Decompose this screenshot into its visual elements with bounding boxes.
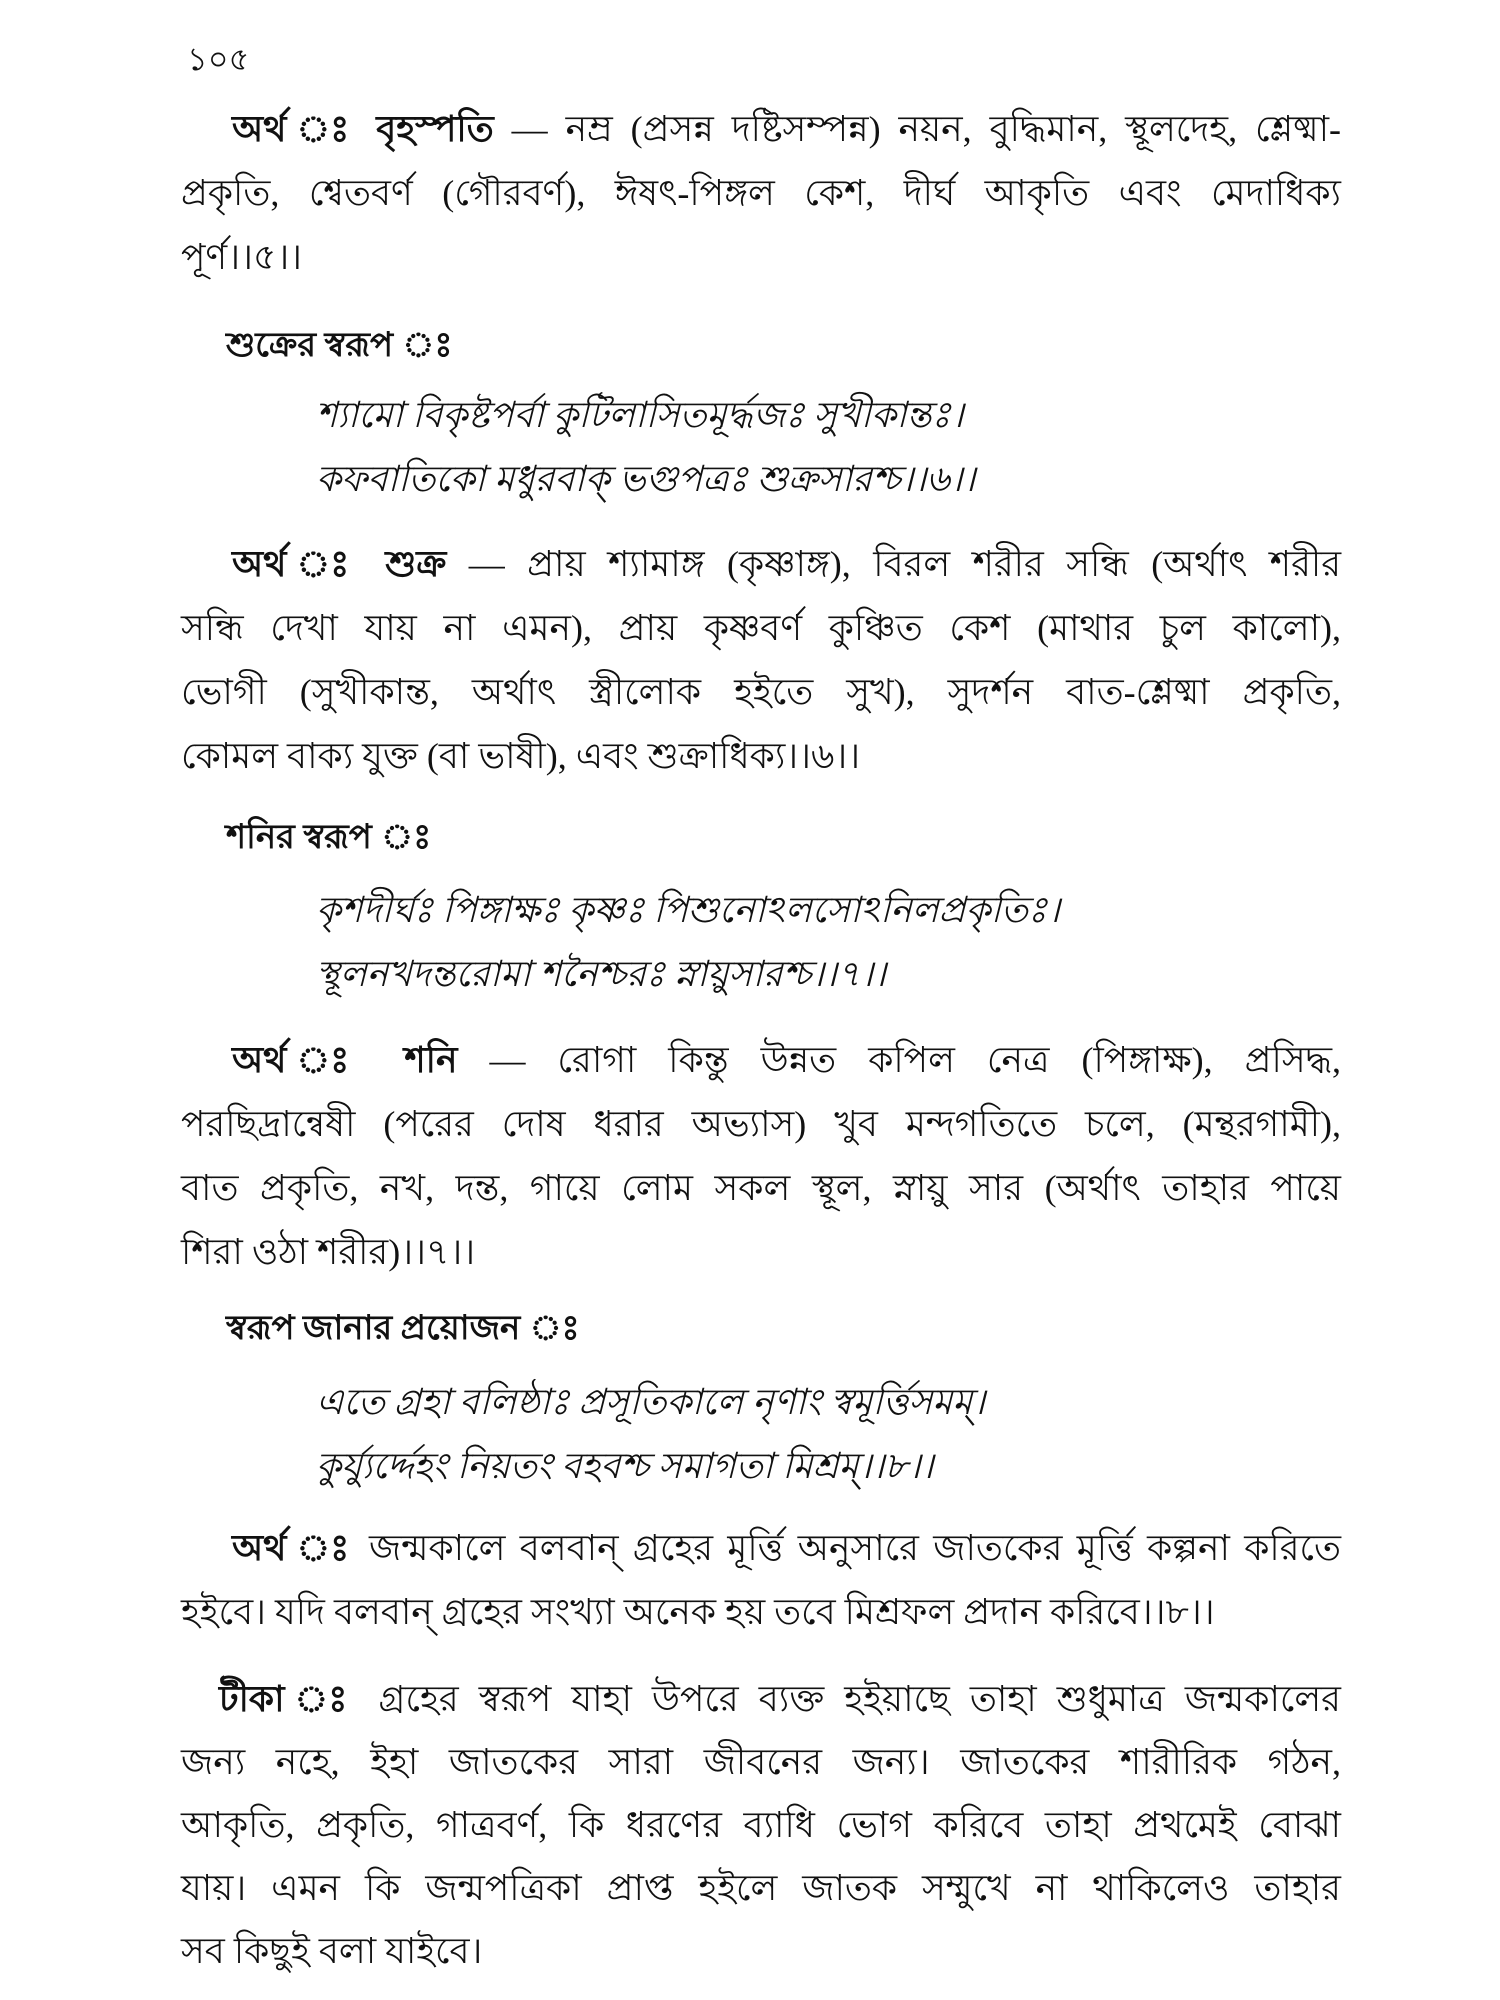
- paragraph-line: যায়। এমন কি জন্মপত্রিকা প্রাপ্ত হইলে জাতক সম্মুখে না থাকিলেও তাহার: [181, 1868, 1341, 1908]
- verse-line: এতে গ্রহা বলিষ্ঠাঃ প্রসূতিকালে নৃণাং স্বমূর্ত্তিসমম্।: [316, 1382, 986, 1422]
- paragraph-line: আকৃতি, প্রকৃতি, গাত্রবর্ণ, কি ধরণের ব্যাধি ভোগ করিবে তাহা প্রথমেই বোঝা: [181, 1805, 1341, 1845]
- paragraph-line: কোমল বাক্য যুক্ত (বা ভাষী), এবং শুক্রাধিক্য।।৬।।: [181, 736, 861, 776]
- meaning-label: অর্থ ঃ বৃহস্পতি: [232, 109, 494, 149]
- paragraph-line: [181, 97, 1341, 161]
- verse-line: কৃশদীর্ঘঃ পিঙ্গাক্ষঃ কৃষ্ণঃ পিশুনোঽলসোঽনিলপ্রকৃতিঃ।: [316, 890, 1061, 930]
- verse-line: স্থূলনখদন্তরোমা শনৈশ্চরঃ স্নায়ুসারশ্চ।।৭।।: [316, 954, 887, 994]
- meaning-label: অর্থ ঃ শনি: [232, 1040, 458, 1080]
- venus-form-heading: শুক্রের স্বরূপ ঃ: [226, 327, 453, 364]
- paragraph-line: সন্ধি দেখা যায় না এমন), প্রায় কৃষ্ণবর্ণ কুঞ্চিত কেশ (মাথার চুল কালো),: [181, 608, 1341, 648]
- paragraph-line: ভোগী (সুখীকান্ত, অর্থাৎ স্ত্রীলোক হইতে সুখ), সুদর্শন বাত-শ্লেষ্মা প্রকৃতি,: [181, 672, 1341, 712]
- paragraph-text: — রোগা কিন্তু উন্নত কপিল নেত্র (পিঙ্গাক্ষ), প্রসিদ্ধ,: [489, 1040, 1342, 1080]
- verse-line: কফবাতিকো মধুরবাক্ ভগুপত্রঃ শুক্রসারশ্চ।।৬।।: [316, 459, 976, 499]
- paragraph-line: শিরা ওঠা শরীর)।।৭।।: [181, 1232, 476, 1272]
- saturn-verse: [316, 878, 1341, 1006]
- venus-meaning-paragraph: [181, 532, 1341, 788]
- commentary-paragraph: [181, 1668, 1341, 1983]
- paragraph-line: [181, 532, 1341, 596]
- meaning-label: অর্থ ঃ শুক্র: [232, 544, 447, 584]
- purpose-meaning-paragraph: [181, 1516, 1341, 1644]
- paragraph-line: পূর্ণ।।৫।।: [181, 237, 303, 277]
- meaning-label: অর্থ ঃ: [232, 1528, 355, 1568]
- jupiter-meaning-paragraph: [181, 97, 1341, 289]
- paragraph-line: পরছিদ্রান্বেষী (পরের দোষ ধরার অভ্যাস) খুব মন্দগতিতে চলে, (মন্থরগামী),: [181, 1104, 1341, 1144]
- commentary-label: টীকা ঃ: [219, 1679, 359, 1719]
- verse-line: কুর্য্যুর্দ্দেহং নিয়তং বহবশ্চ সমাগতা মিশ্রম্।।৮।।: [316, 1446, 934, 1486]
- paragraph-line: সব কিছুই বলা যাইবে।: [181, 1931, 483, 1971]
- venus-verse: [316, 383, 1341, 511]
- purpose-heading: স্বরূপ জানার প্রয়োজন ঃ: [226, 1310, 580, 1347]
- paragraph-line: বাত প্রকৃতি, নখ, দন্ত, গায়ে লোম সকল স্থূল, স্নায়ু সার (অর্থাৎ তাহার পায়ে: [181, 1168, 1341, 1208]
- paragraph-text: জন্মকালে বলবান্ গ্রহের মূর্ত্তি অনুসারে জাতকের মূর্ত্তি কল্পনা করিতে: [369, 1528, 1341, 1568]
- paragraph-line: হইবে। যদি বলবান্ গ্রহের সংখ্যা অনেক হয় তবে মিশ্রফল প্রদান করিবে।।৮।।: [181, 1592, 1215, 1632]
- page-number: ১০৫: [187, 41, 250, 77]
- paragraph-line: [181, 1668, 1341, 1731]
- paragraph-text: গ্রহের স্বরূপ যাহা উপরে ব্যক্ত হইয়াছে তাহা শুধুমাত্র জন্মকালের: [378, 1679, 1341, 1719]
- saturn-form-heading: শনির স্বরূপ ঃ: [226, 819, 432, 856]
- saturn-meaning-paragraph: [181, 1028, 1341, 1284]
- verse-line: শ্যামো বিকৃষ্টপর্বা কুটিলাসিতমূর্দ্ধজঃ সুখীকান্তঃ।: [316, 395, 964, 435]
- paragraph-line: [181, 1516, 1341, 1580]
- paragraph-line: প্রকৃতি, শ্বেতবর্ণ (গৌরবর্ণ), ঈষৎ-পিঙ্গল কেশ, দীর্ঘ আকৃতি এবং মেদাধিক্য: [181, 173, 1341, 213]
- purpose-verse: [316, 1370, 1341, 1498]
- paragraph-text: — নম্র (প্রসন্ন দষ্টিসম্পন্ন) নয়ন, বুদ্ধিমান, স্থূলদেহ, শ্লেষ্মা-: [511, 109, 1342, 149]
- paragraph-text: — প্রায় শ্যামাঙ্গ (কৃষ্ণাঙ্গ), বিরল শরীর সন্ধি (অর্থাৎ শরীর: [468, 544, 1342, 584]
- paragraph-line: [181, 1028, 1341, 1092]
- paragraph-line: জন্য নহে, ইহা জাতকের সারা জীবনের জন্য। জাতকের শারীরিক গঠন,: [181, 1742, 1341, 1782]
